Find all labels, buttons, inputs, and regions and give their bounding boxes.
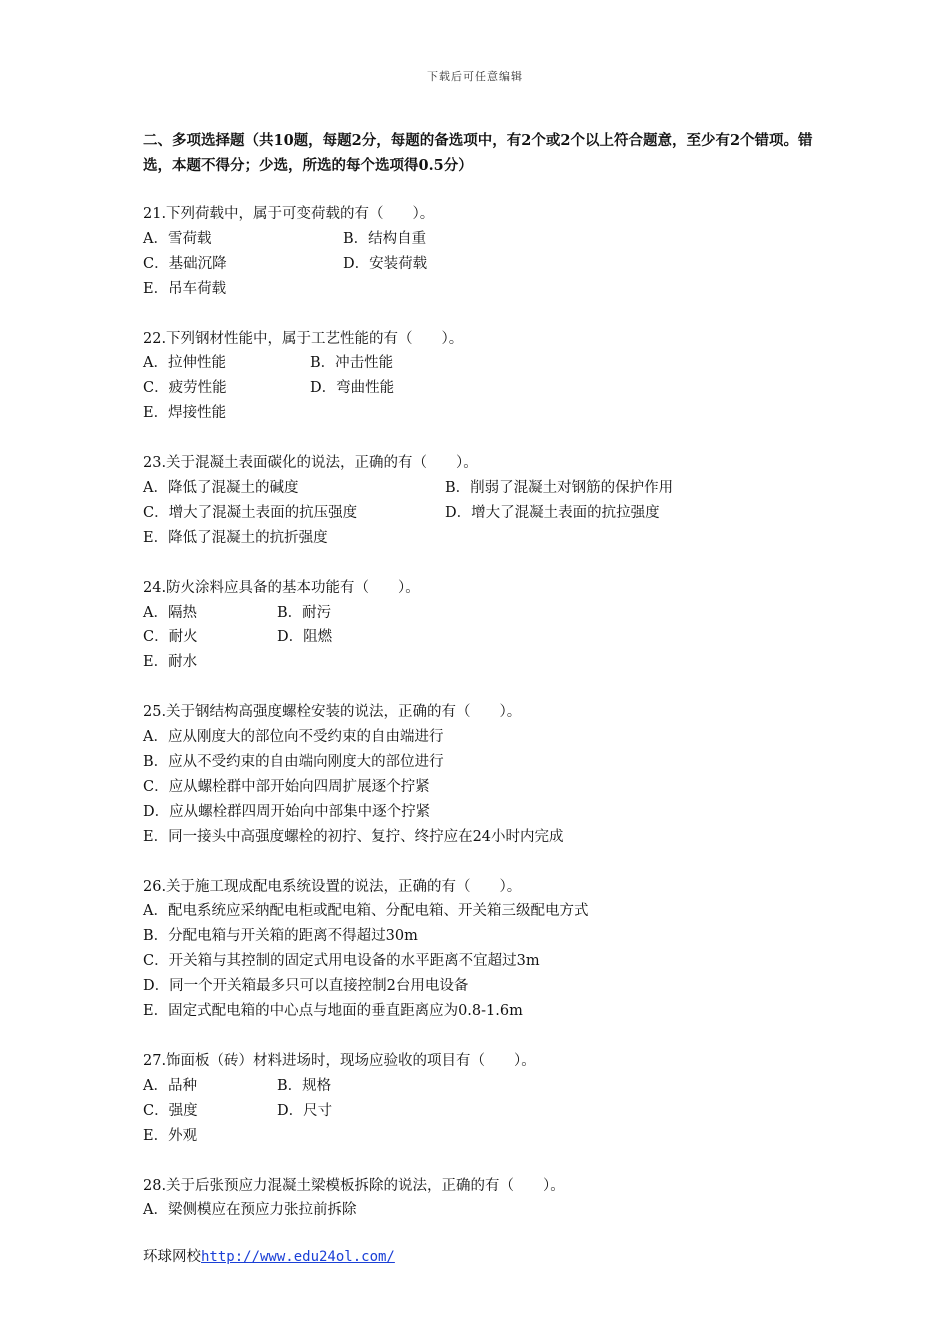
option: E．同一接头中高强度螺栓的初拧、复拧、终拧应在24小时内完成 [143, 828, 564, 845]
question-24 [143, 576, 823, 676]
footer-label: 环球网校 [143, 1249, 201, 1265]
option-row [143, 999, 823, 1024]
question-28 [143, 1174, 823, 1224]
option: A．配电系统应采纳配电柜或配电箱、分配电箱、开关箱三级配电方式 [143, 903, 589, 920]
option: A．品种 [143, 1077, 197, 1094]
option: D．尺寸 [277, 1102, 333, 1119]
option-row [143, 252, 823, 277]
option: B．削弱了混凝土对钢筋的保护作用 [445, 480, 674, 497]
option-row [143, 1124, 823, 1149]
option-row [143, 1074, 823, 1099]
question-stem: 23.关于混凝土表面碳化的说法，正确的有（ ）。 [143, 455, 478, 472]
question-25 [143, 700, 823, 849]
option-row [143, 949, 823, 974]
option-row [143, 825, 823, 850]
option: C．耐火 [143, 629, 198, 646]
question-list [143, 202, 823, 1248]
option-row [143, 924, 823, 949]
question-21 [143, 202, 823, 302]
option-row [143, 775, 823, 800]
option: E．固定式配电箱的中心点与地面的垂直距离应为0.8-1.6m [143, 1003, 523, 1020]
option: B．规格 [277, 1077, 332, 1094]
option: D．应从螺栓群四周开始向中部集中逐个拧紧 [143, 803, 431, 820]
option-row [143, 501, 823, 526]
question-stem: 26.关于施工现成配电系统设置的说法，正确的有（ ）。 [143, 878, 522, 895]
option-row [143, 974, 823, 999]
option-row [143, 650, 823, 675]
option-row [143, 376, 823, 401]
option: E．焊接性能 [143, 405, 227, 422]
option-row [143, 401, 823, 426]
option: B．应从不受约束的自由端向刚度大的部位进行 [143, 754, 444, 771]
option: D．阻燃 [277, 629, 333, 646]
option: D．弯曲性能 [310, 380, 395, 397]
option: A．隔热 [143, 604, 197, 621]
footer [143, 1245, 395, 1266]
option: B．耐污 [277, 604, 332, 621]
option-row [143, 351, 823, 376]
footer-link[interactable]: http://www.edu24ol.com/ [201, 1249, 395, 1265]
option: C．强度 [143, 1102, 198, 1119]
question-stem: 27.饰面板（砖）材料进场时，现场应验收的项目有（ ）。 [143, 1052, 536, 1069]
option-row [143, 476, 823, 501]
option: B．结构自重 [343, 230, 427, 247]
option-row [143, 725, 823, 750]
option-row [143, 277, 823, 302]
option: D．同一个开关箱最多只可以直接控制2台用电设备 [143, 978, 469, 995]
option-row [143, 227, 823, 252]
question-26 [143, 875, 823, 1024]
option-row [143, 1099, 823, 1124]
option-row [143, 625, 823, 650]
option-row [143, 899, 823, 924]
option: E．外观 [143, 1127, 198, 1144]
option-row [143, 601, 823, 626]
question-23 [143, 451, 823, 551]
page-header: 下载后可任意编辑 [427, 70, 523, 83]
option: C．开关箱与其控制的固定式用电设备的水平距离不宜超过3m [143, 953, 540, 970]
option: B．冲击性能 [310, 355, 394, 372]
option-row [143, 800, 823, 825]
question-22 [143, 327, 823, 427]
option: D．增大了混凝土表面的抗拉强度 [445, 504, 660, 521]
option: B．分配电箱与开关箱的距离不得超过30m [143, 928, 418, 945]
option-row [143, 750, 823, 775]
option-row [143, 1198, 823, 1223]
option: E．吊车荷载 [143, 280, 227, 297]
question-stem: 24.防火涂料应具备的基本功能有（ ）。 [143, 579, 420, 596]
option: A．应从刚度大的部位向不受约束的自由端进行 [143, 729, 444, 746]
option: C．增大了混凝土表面的抗压强度 [143, 504, 358, 521]
option: D．安装荷载 [343, 255, 428, 272]
section-title: 二、多项选择题（共10题，每题2分，每题的备选项中，有2个或2个以上符合题意，至少有2个错项。错选，本题不得分；少选，所选的每个选项得0.5分） [143, 132, 813, 174]
question-stem: 22.下列钢材性能中，属于工艺性能的有（ ）。 [143, 330, 464, 347]
option: C．疲劳性能 [143, 380, 227, 397]
option: A．梁侧模应在预应力张拉前拆除 [143, 1202, 357, 1219]
question-stem: 28.关于后张预应力混凝土梁模板拆除的说法，正确的有（ ）。 [143, 1177, 565, 1194]
option: A．拉伸性能 [143, 355, 226, 372]
option: A．降低了混凝土的碱度 [143, 480, 299, 497]
option: A．雪荷载 [143, 230, 212, 247]
option-row [143, 526, 823, 551]
option: C．应从螺栓群中部开始向四周扩展逐个拧紧 [143, 778, 430, 795]
question-stem: 21.下列荷载中，属于可变荷载的有（ ）。 [143, 206, 435, 222]
question-stem: 25.关于钢结构高强度螺栓安装的说法，正确的有（ ）。 [143, 704, 522, 721]
option: E．降低了混凝土的抗折强度 [143, 529, 328, 546]
option: E．耐水 [143, 654, 198, 671]
option: C．基础沉降 [143, 255, 227, 272]
question-27 [143, 1049, 823, 1149]
